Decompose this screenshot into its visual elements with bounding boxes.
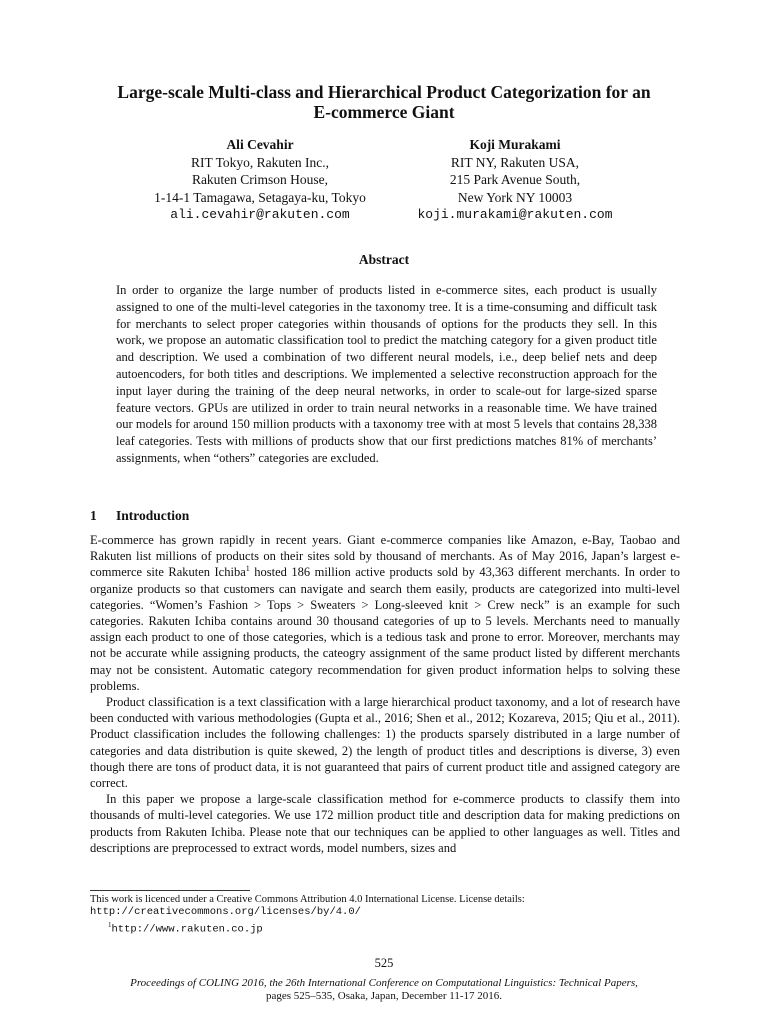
author-affiliation-line: RIT NY, Rakuten USA, (450, 154, 580, 170)
footnote-rule (90, 890, 250, 891)
page-number: 525 (374, 956, 394, 970)
author-block-2 (395, 136, 635, 224)
license-note: This work is licenced under a Creative Commons Attribution 4.0 International License. License details: (90, 894, 525, 905)
author-affiliation-line: 215 Park Avenue South, (449, 172, 581, 187)
body-paragraph: Product classification is a text classification with a large hierarchical product taxonomy, and a lot of research have been conducted with various methodologies (Gupta et al., 2016; Shen et al., 2012; Kozareva, 2015; Qiu et al., 2011). Product classification includes the following challenges: 1) the products sparsely distributed in a large number of categories and data distribution is quite skewed, 2) the length of product titles and descriptions is diverse, 3) even though there are tons of product data, it is not guaranteed that pairs of current product title and assigned category are correct. (90, 695, 680, 791)
footnote-1-url: http://www.rakuten.co.jp (111, 923, 263, 936)
footnote-marker: 1 (245, 564, 250, 574)
proceedings-footer (60, 977, 708, 1003)
author-affiliation-line: 1-14-1 Tamagawa, Setagaya-ku, Tokyo (154, 189, 366, 205)
author-affiliation-line: New York NY 10003 (457, 189, 573, 205)
author-email: koji.murakami@rakuten.com (417, 207, 613, 222)
proceedings-line1: Proceedings of COLING 2016, the 26th International Conference on Computational Linguistics: Technical Papers, (130, 977, 638, 989)
abstract-text: In order to organize the large number of products listed in e-commerce sites, each product is usually assigned to one of the multi-level categories in the taxonomy tree. It is a time-consuming and difficult task for merchants to select proper categories within thousands of options for the products they sell. In this work, we propose an automatic classification tool to predict the matching category for a given product title and description. We used a combination of two different neural models, i.e., deep belief nets and deep autoencoders, for both titles and descriptions. We implemented a selective reconstruction approach for the input layer during the training of the deep neural networks, in order to scale-out for large-sized sparse feature vectors. GPUs are utilized in order to train neural networks in a reasonable time. We have trained our models for around 150 million products with a taxonomy tree with at most 5 levels that contains 28,338 leaf categories. Tests with millions of products show that our first predictions matches 81% of merchants’ assignments, when “others” categories are excluded. (116, 283, 657, 465)
footnotes (90, 893, 680, 937)
section-title: Introduction (116, 508, 190, 523)
license-url: http://creativecommons.org/licenses/by/4.0/ (90, 906, 361, 918)
body-paragraph: In this paper we propose a large-scale classification method for e-commerce products to classify them into thousands of multi-level categories. We use 172 million product title and description data for making predictions on products from Rakuten Ichiba. Please note that our techniques can be applied to other languages as well. Titles and descriptions are preprocessed to extract words, model numbers, sizes and (90, 792, 680, 855)
footnote-1 (90, 919, 680, 937)
author-name: Ali Cevahir (226, 137, 294, 152)
body-text: hosted 186 million active products sold by 43,363 different merchants. In order to organize products so that customers can navigate and search them easily, products are categorized into multi-level categories. “Women’s Fashion > Tops > Sweaters > Long-sleeved knit > Crew neck” is an example for such categories. Rakuten Ichiba contains around 30 thousand categories of up to 5 levels. Merchants need to manually assign each product to one of those categories, which is a tedious task and prone to error. Moreover, merchants may not be accurate while assigning products, the cateogry assignment of the same product listed by different merchants may not be consistent. Automatic category recommendation for given product information helps to solving these problems. (90, 565, 680, 693)
section-heading (90, 508, 189, 524)
body-text: E-commerce has grown rapidly in recent years. Giant e-commerce companies like Amazon, e-Bay, Taobao and Rakuten list millions of products on their sites sold by thousand of merchants. As of May 2016, Japan’s largest e-commerce site Rakuten Ichiba (90, 533, 680, 580)
proceedings-line2: pages 525–535, Osaka, Japan, December 11-17 2016. (265, 990, 503, 1002)
paper-title-line2: E-commerce Giant (313, 102, 455, 122)
author-affiliation-line: RIT Tokyo, Rakuten Inc., (190, 154, 330, 170)
author-name: Koji Murakami (469, 137, 561, 152)
section-body (90, 532, 680, 856)
body-paragraph (90, 532, 680, 694)
section-number: 1 (90, 508, 97, 523)
author-email: ali.cevahir@rakuten.com (170, 207, 350, 222)
paper-title (60, 82, 708, 122)
author-affiliation-line: Rakuten Crimson House, (191, 172, 329, 187)
author-block-1 (110, 136, 410, 224)
paper-title-line1: Large-scale Multi-class and Hierarchical Product Categorization for an (117, 82, 651, 102)
footnote-1-mark: 1 (108, 921, 112, 929)
abstract-heading: Abstract (358, 252, 410, 267)
